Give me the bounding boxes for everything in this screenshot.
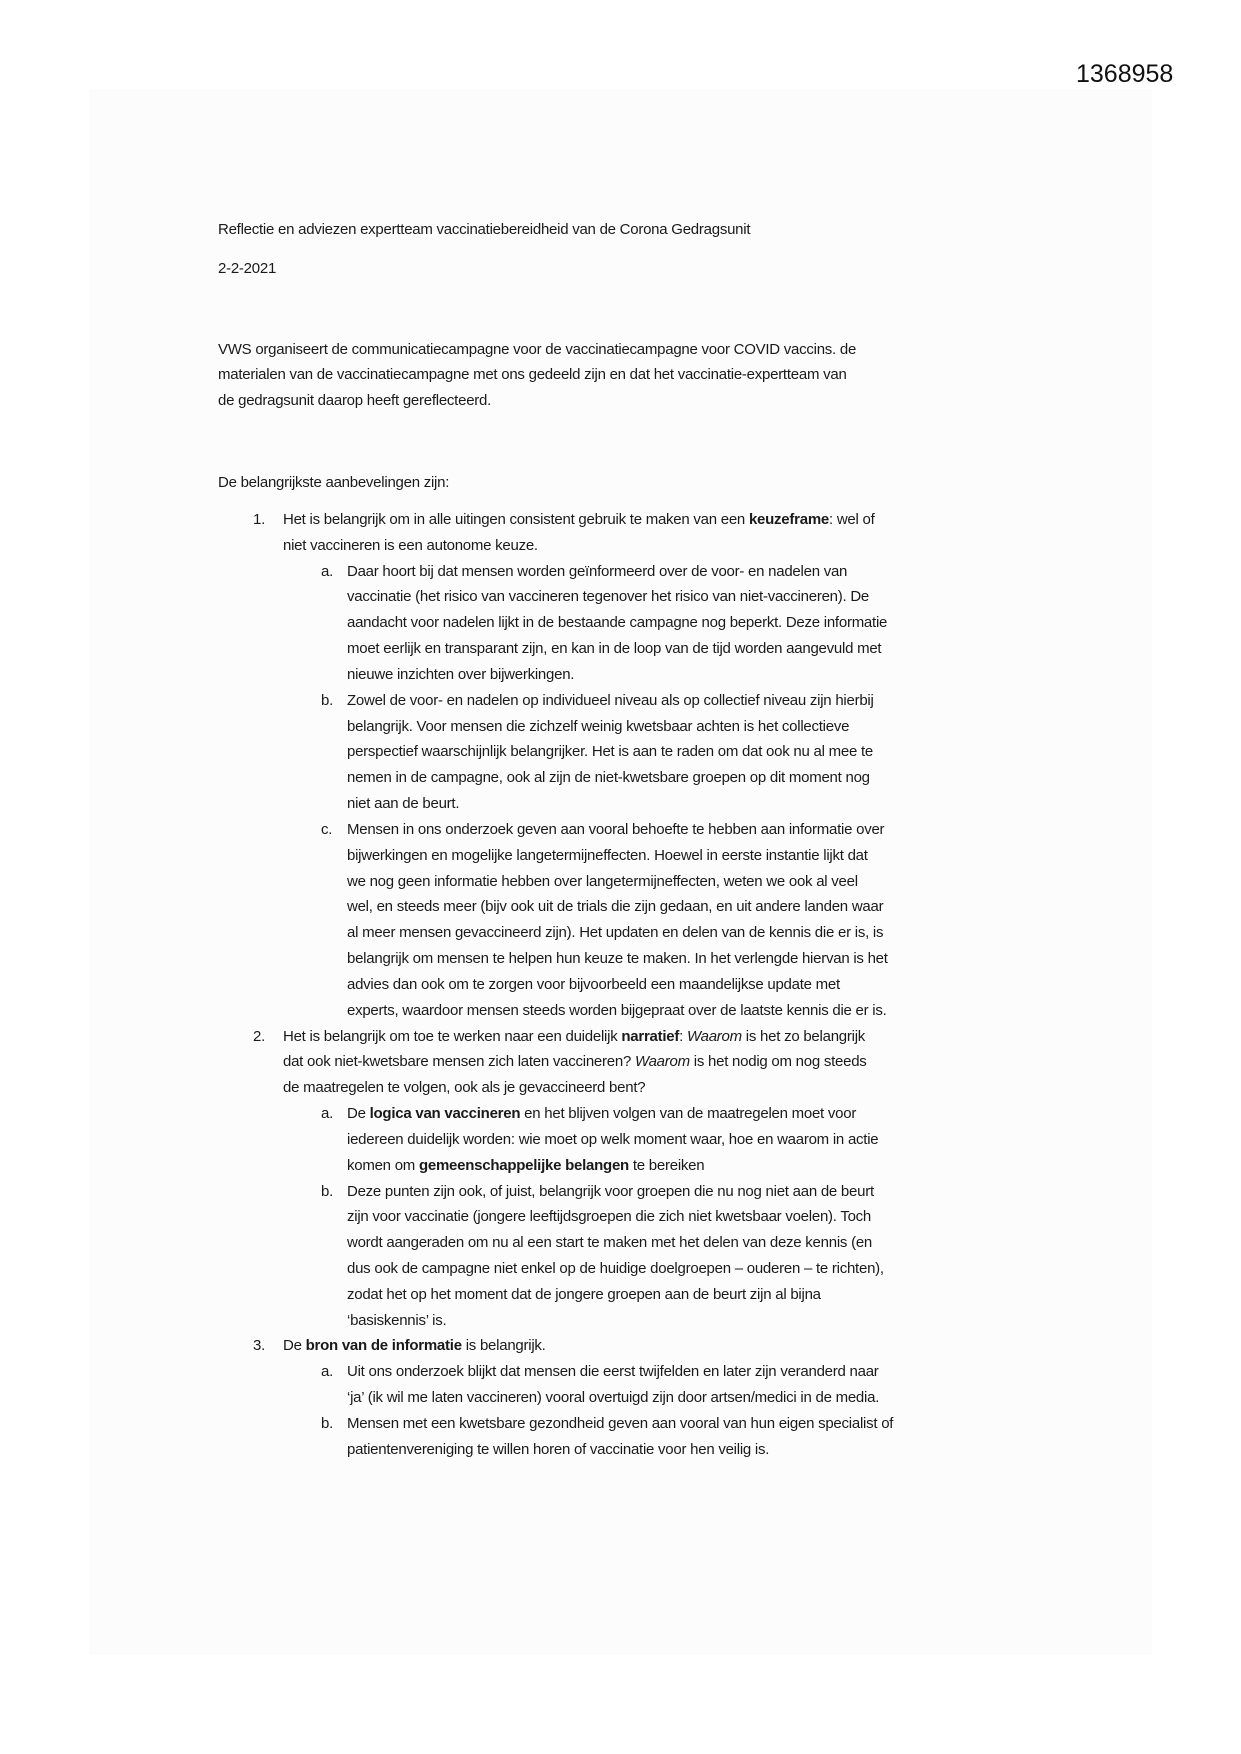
text-segment: moet eerlijk en transparant zijn, en kan in de loop van de tijd worden aangevuld met: [347, 640, 882, 658]
text-segment: ‘ja’ (ik wil me laten vaccineren) vooral overtuigd zijn door artsen/medici in de media.: [347, 1389, 880, 1407]
text-line: [347, 1230, 1048, 1256]
text-line: [347, 920, 1048, 946]
text-line: [347, 739, 1048, 765]
text-line: [283, 1024, 1048, 1050]
list-number: 3.: [253, 1337, 266, 1355]
sub-letter: c.: [321, 820, 333, 838]
text-line: [347, 1256, 1048, 1282]
bold-text: narratief: [621, 1027, 680, 1045]
text-segment: iedereen duidelijk worden: wie moet op welk moment waar, hoe en waarom in actie: [347, 1130, 879, 1148]
text-segment: Mensen met een kwetsbare gezondheid geven aan vooral van hun eigen specialist of: [347, 1414, 894, 1432]
sub-item: [218, 1411, 1048, 1463]
text-line: [347, 1127, 1048, 1153]
text-line: [347, 1101, 1048, 1127]
text-segment: Het is belangrijk om in alle uitingen consistent gebruik te maken van een: [283, 510, 749, 528]
text-line: [283, 1333, 1048, 1359]
italic-text: Waarom: [634, 1053, 690, 1071]
text-segment: aandacht voor nadelen lijkt in de bestaande campagne nog beperkt. Deze informatie: [347, 614, 888, 632]
text-line: [347, 559, 1048, 585]
text-segment: wel, en steeds meer (bijv ook uit de trials die zijn gedaan, en uit andere landen waar: [347, 898, 884, 916]
text-segment: we nog geen informatie hebben over langetermijneffecten, weten we ook al veel: [347, 872, 858, 890]
text-segment: komen om: [347, 1156, 419, 1174]
text-line: [347, 1204, 1048, 1230]
bold-text: gemeenschappelijke belangen: [418, 1156, 629, 1174]
bold-text: bron van de informatie: [305, 1337, 462, 1355]
bold-text: logica van vaccineren: [369, 1105, 521, 1123]
intro-line: materialen van de vaccinatiecampagne met ons gedeeld zijn en dat het vaccinatie-expertteam van: [218, 366, 847, 384]
text-segment: experts, waardoor mensen steeds worden bijgepraat over de laatste kennis die er is.: [347, 1001, 887, 1019]
list-number: 1.: [253, 510, 266, 528]
text-segment: dus ook de campagne niet enkel op de huidige doelgroepen – ouderen – te richten),: [347, 1259, 884, 1277]
text-line: [347, 791, 1048, 817]
document-body: [218, 217, 1048, 1463]
text-segment: Deze punten zijn ook, of juist, belangrijk voor groepen die nu nog niet aan de beurt: [347, 1182, 874, 1200]
text-segment: Uit ons onderzoek blijkt dat mensen die eerst twijfelden en later zijn veranderd naar: [347, 1363, 879, 1381]
text-line: [347, 1282, 1048, 1308]
text-line: [347, 662, 1048, 688]
text-segment: :: [679, 1027, 687, 1045]
text-line: [347, 1411, 1048, 1437]
text-line: [347, 817, 1048, 843]
text-segment: al meer mensen gevaccineerd zijn). Het updaten en delen van de kennis die er is, is: [347, 924, 884, 942]
text-segment: is het zo belangrijk: [741, 1027, 866, 1045]
text-line: [283, 1049, 1048, 1075]
text-segment: niet aan de beurt.: [347, 795, 460, 813]
bold-text: keuzeframe: [748, 510, 829, 528]
text-line: [347, 998, 1048, 1024]
text-segment: nieuwe inzichten over bijwerkingen.: [347, 665, 575, 683]
text-segment: ‘basiskennis’ is.: [347, 1311, 447, 1329]
text-line: [347, 894, 1048, 920]
sub-letter: a.: [321, 562, 334, 580]
text-segment: De: [283, 1337, 306, 1355]
text-line: [347, 869, 1048, 895]
text-line: [283, 507, 1048, 533]
sub-letter: a.: [321, 1105, 334, 1123]
text-segment: Daar hoort bij dat mensen worden geïnformeerd over de voor- en nadelen van: [347, 562, 848, 580]
sub-item: [218, 817, 1048, 1024]
text-line: [347, 584, 1048, 610]
text-segment: perspectief waarschijnlijk belangrijker. Het is aan te raden om dat ook nu al mee te: [347, 743, 873, 761]
text-line: [347, 610, 1048, 636]
sub-letter: b.: [321, 1414, 334, 1432]
text-segment: zijn voor vaccinatie (jongere leeftijdsgroepen die zich niet kwetsbaar voelen). Toch: [347, 1208, 872, 1226]
sub-item: [218, 688, 1048, 817]
text-segment: wordt aangeraden om nu al een start te maken met het delen van deze kennis (en: [347, 1234, 873, 1252]
text-segment: Zowel de voor- en nadelen op individueel niveau als op collectief niveau zijn hierbij: [347, 691, 874, 709]
text-line: [347, 636, 1048, 662]
text-line: [347, 1437, 1048, 1463]
intro-line: de gedragsunit daarop heeft gereflecteerd.: [218, 392, 492, 410]
sub-letter: a.: [321, 1363, 334, 1381]
text-segment: advies dan ook om te zorgen voor bijvoorbeeld een maandelijkse update met: [347, 975, 840, 993]
text-segment: bijwerkingen en mogelijke langetermijneffecten. Hoewel in eerste instantie lijkt dat: [347, 846, 868, 864]
recommendation-item: [218, 507, 1048, 559]
text-segment: : wel of: [829, 510, 875, 528]
text-segment: de maatregelen te volgen, ook als je gevaccineerd bent?: [283, 1079, 646, 1097]
sub-letter: b.: [321, 1182, 334, 1200]
document-title: Reflectie en adviezen expertteam vaccinatiebereidheid van de Corona Gedragsunit: [218, 221, 751, 238]
text-segment: vaccinatie (het risico van vaccineren tegenover het risico van niet-vaccineren). De: [347, 588, 870, 606]
text-segment: dat ook niet-kwetsbare mensen zich laten vaccineren?: [283, 1053, 635, 1071]
sub-item: [218, 1359, 1048, 1411]
text-line: [347, 1179, 1048, 1205]
recommendations-list: [218, 507, 1048, 1463]
text-segment: en het blijven volgen van de maatregelen moet voor: [520, 1105, 857, 1123]
text-segment: niet vaccineren is een autonome keuze.: [283, 536, 538, 554]
recommendation-item: [218, 1333, 1048, 1359]
recommendation-item: [218, 1024, 1048, 1101]
text-line: [283, 1075, 1048, 1101]
text-segment: Het is belangrijk om toe te werken naar een duidelijk: [283, 1027, 622, 1045]
text-line: [347, 1385, 1048, 1411]
text-line: [347, 972, 1048, 998]
text-segment: nemen in de campagne, ook al zijn de niet-kwetsbare groepen op dit moment nog: [347, 769, 870, 787]
text-segment: te bereiken: [628, 1156, 705, 1174]
document-date: 2-2-2021: [218, 259, 277, 277]
text-line: [283, 533, 1048, 559]
sub-letter: b.: [321, 691, 334, 709]
text-line: [347, 1308, 1048, 1334]
text-segment: belangrijk om mensen te helpen hun keuze te maken. In het verlengde hiervan is het: [347, 950, 888, 968]
intro-line: VWS organiseert de communicatiecampagne voor de vaccinatiecampagne voor COVID vaccins. de: [218, 340, 857, 358]
sub-item: [218, 1101, 1048, 1178]
text-segment: De: [347, 1105, 370, 1123]
text-segment: is belangrijk.: [461, 1337, 546, 1355]
intro-paragraph: [218, 337, 1048, 414]
text-segment: is het nodig om nog steeds: [689, 1053, 867, 1071]
text-line: [347, 946, 1048, 972]
text-line: [347, 1153, 1048, 1179]
text-line: [347, 714, 1048, 740]
text-line: [347, 688, 1048, 714]
text-segment: patientenvereniging te willen horen of vaccinatie voor hen veilig is.: [347, 1440, 770, 1458]
text-segment: belangrijk. Voor mensen die zichzelf weinig kwetsbaar achten is het collectieve: [347, 717, 850, 735]
text-segment: zodat het op het moment dat de jongere groepen aan de beurt zijn al bijna: [347, 1285, 821, 1303]
recommendations-heading: De belangrijkste aanbevelingen zijn:: [218, 474, 450, 492]
italic-text: Waarom: [686, 1027, 742, 1045]
text-line: [347, 1359, 1048, 1385]
text-line: [347, 843, 1048, 869]
sub-item: [218, 1179, 1048, 1334]
list-number: 2.: [253, 1027, 266, 1045]
text-line: [347, 765, 1048, 791]
sub-item: [218, 559, 1048, 688]
document-number: 1368958: [1076, 60, 1174, 88]
text-segment: Mensen in ons onderzoek geven aan vooral behoefte te hebben aan informatie over: [347, 820, 885, 838]
